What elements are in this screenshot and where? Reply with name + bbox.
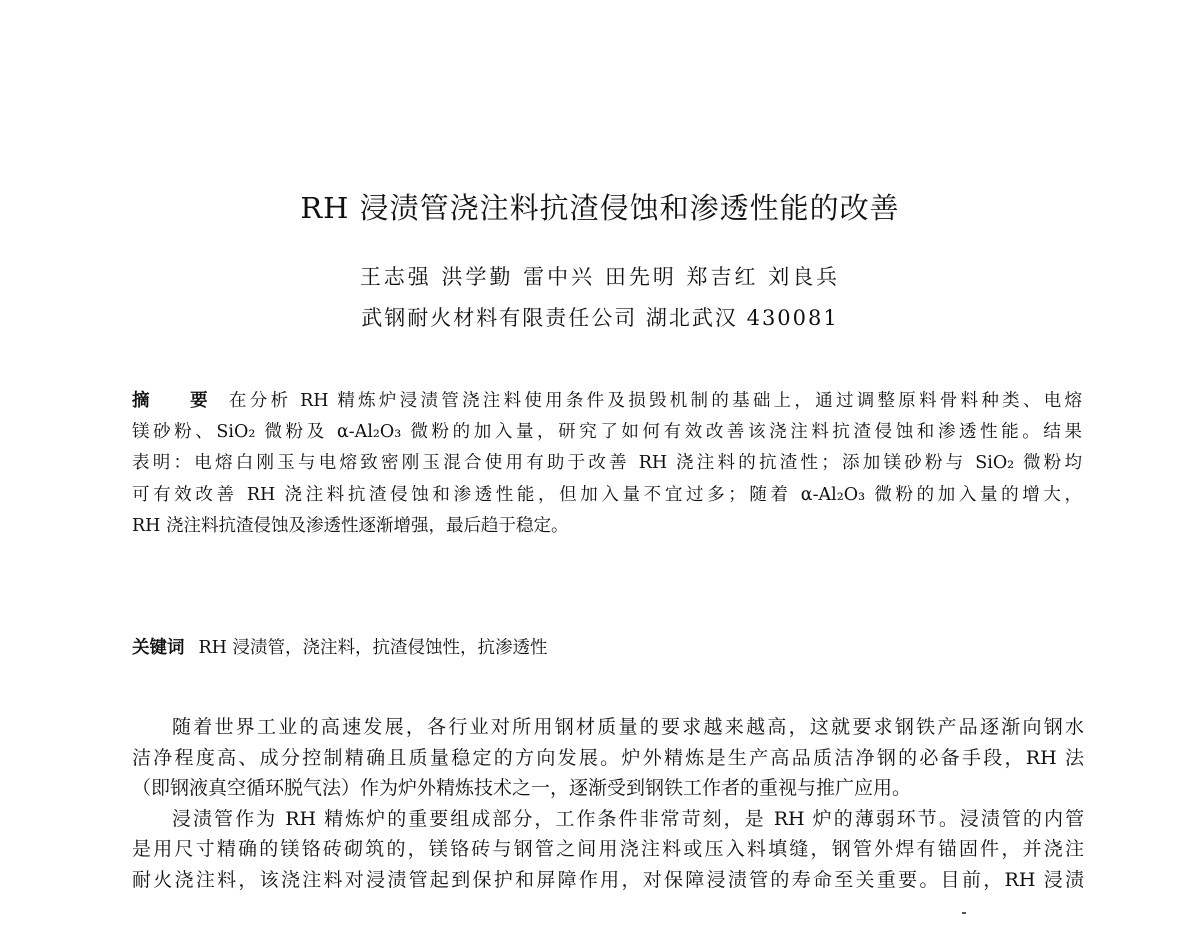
scan-artifact (962, 912, 966, 914)
abstract-line: 表明：电熔白刚玉与电熔致密刚玉混合使用有助于改善 RH 浇注料的抗渣性；添加镁砂粉与 SiO₂ 微粉均 (132, 453, 1082, 474)
abstract-line: RH 浇注料抗渣侵蚀及渗透性逐渐增强，最后趋于稳定。 (132, 515, 569, 536)
keywords-label: 关键词 (132, 638, 185, 658)
body-text (132, 712, 1084, 895)
abstract-label: 摘 要 (132, 391, 225, 411)
affiliation: 武钢耐火材料有限责任公司 湖北武汉 430081 (361, 306, 839, 330)
keywords-text: RH 浸渍管，浇注料，抗渣侵蚀性，抗渗透性 (198, 638, 548, 658)
body-line: 浸渍管作为 RH 精炼炉的重要组成部分，工作条件非常苛刻，是 RH 炉的薄弱环节。浸渍管的内管 (172, 807, 1084, 830)
body-line: 是用尺寸精确的镁铬砖砌筑的，镁铬砖与钢管之间用浇注料或压入料填缝，钢管外焊有锚固件，并浇注 (132, 838, 1084, 860)
author-list: 王志强 洪学勤 雷中兴 田先明 郑吉红 刘良兵 (359, 265, 841, 289)
abstract-line: 摘 要 在分析 RH 精炼炉浸渍管浇注料使用条件及损毁机制的基础上，通过调整原料骨料种类、电熔 (132, 391, 1082, 411)
body-line: 耐火浇注料，该浇注料对浸渍管起到保护和屏障作用，对保障浸渍管的寿命至关重要。目前，RH 浸渍 (132, 868, 1084, 891)
body-line: （即钢液真空循环脱气法）作为炉外精炼技术之一，逐渐受到钢铁工作者的重视与推广应用。 (132, 777, 912, 799)
abstract-line: 镁砂粉、SiO₂ 微粉及 α-Al₂O₃ 微粉的加入量，研究了如何有效改善该浇注料抗渣侵蚀和渗透性能。结果 (132, 422, 1082, 443)
keywords (132, 634, 548, 659)
abstract-line: 可有效改善 RH 浇注料抗渣侵蚀和渗透性能，但加入量不宜过多；随着 α-Al₂O₃ 微粉的加入量的增大， (132, 484, 1082, 505)
body-line: 洁净程度高、成分控制精确且质量稳定的方向发展。炉外精炼是生产高品质洁净钢的必备手段，RH 法 (132, 746, 1084, 769)
abstract (132, 386, 1082, 542)
body-line: 随着世界工业的高速发展，各行业对所用钢材质量的要求越来越高，这就要求钢铁产品逐渐向钢水 (172, 716, 1084, 738)
paper-title: RH 浸渍管浇注料抗渣侵蚀和渗透性能的改善 (300, 191, 900, 225)
